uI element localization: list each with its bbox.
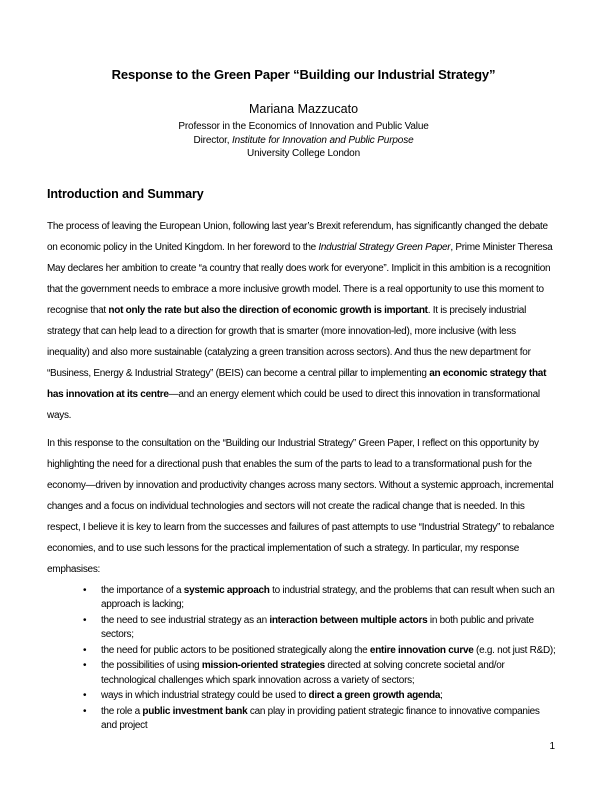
list-item-text: the possibilities of using mission-oriented strategies directed at solving concrete societal and/or technological challenges which spark innovation across a variety of sectors; <box>101 660 505 686</box>
list-item <box>83 644 560 659</box>
list-item-text: the need to see industrial strategy as an interaction between multiple actors in both public and private sectors; <box>101 614 534 640</box>
bullet-icon: • <box>83 644 87 656</box>
list-item <box>83 614 560 643</box>
section-heading: Introduction and Summary <box>47 186 204 201</box>
author-director-prefix: Director, <box>193 134 233 146</box>
bullet-icon: • <box>83 660 87 671</box>
author-institute-name: Institute for Innovation and Public Purpose <box>232 134 414 146</box>
author-role-line: Professor in the Economics of Innovation and Public Value <box>178 121 429 132</box>
author-block <box>47 102 560 161</box>
bullet-icon: • <box>83 584 87 596</box>
list-item-text: the role a public investment bank can play in providing patient strategic finance to innovative companies and project <box>101 705 540 731</box>
document-title: Response to the Green Paper “Building our Industrial Strategy” <box>111 67 496 82</box>
list-item <box>83 689 560 704</box>
author-name: Mariana Mazzucato <box>248 102 359 116</box>
list-item <box>83 584 560 613</box>
bullet-icon: • <box>83 690 87 701</box>
page-number: 1 <box>549 741 555 752</box>
list-item-text: ways in which industrial strategy could be used to direct a green growth agenda; <box>101 690 443 701</box>
list-item-text: the importance of a systemic approach to industrial strategy, and the problems that can result when such an approach is lacking; <box>101 584 555 610</box>
paragraph-1: The process of leaving the European Union, following last year’s Brexit referendum, has significantly changed the debate on economic policy in the United Kingdom. In her foreword to the Industrial Strategy Green Paper, Prime Minister Theresa May declares her ambition to create “a country that really does work for everyone”. Implicit in this ambition is a recognition that the government needs to embrace a more inclusive growth model. There is a real opportunity to use this moment to recognise that not only the rate but also the direction of economic growth is important. It is precisely industrial strategy that can help lead to a direction for growth that is smarter (more innovation-led), more inclusive (with less inequality) and also more sustainable (catalyzing a green transition across sectors). And thus the new department for “Business, Energy & Industrial Strategy” (BEIS) can become a central pillar to implementing an economic strategy that has innovation at its centre—and an energy element which could be used to direct this innovation in transformational ways. <box>47 220 553 421</box>
author-affiliation: University College London <box>247 148 360 159</box>
bullet-list <box>47 584 560 734</box>
author-director-line <box>47 134 560 148</box>
list-item <box>83 705 560 734</box>
paragraph-2: In this response to the consultation on the “Building our Industrial Strategy” Green Paper, I reflect on this opportunity by highlighting the need for a directional push that enables the sum of the parts to lead to a transformational push for the economy—driven by innovation and productivity changes across many sectors. Without a systemic approach, incremental changes and a focus on individual technologies and sectors will not create the radical change that is needed. In this respect, I believe it is key to learn from the successes and failures of past attempts to use “Industrial Strategy” to rebalance economies, and to use such lessons for the practical implementation of such a strategy. In particular, my response emphasises: <box>47 437 555 575</box>
bullet-icon: • <box>83 614 87 626</box>
bullet-icon: • <box>83 705 87 717</box>
list-item-text: the need for public actors to be positioned strategically along the entire innovation curve (e.g. not just R&D); <box>101 644 556 656</box>
list-item <box>83 659 560 688</box>
